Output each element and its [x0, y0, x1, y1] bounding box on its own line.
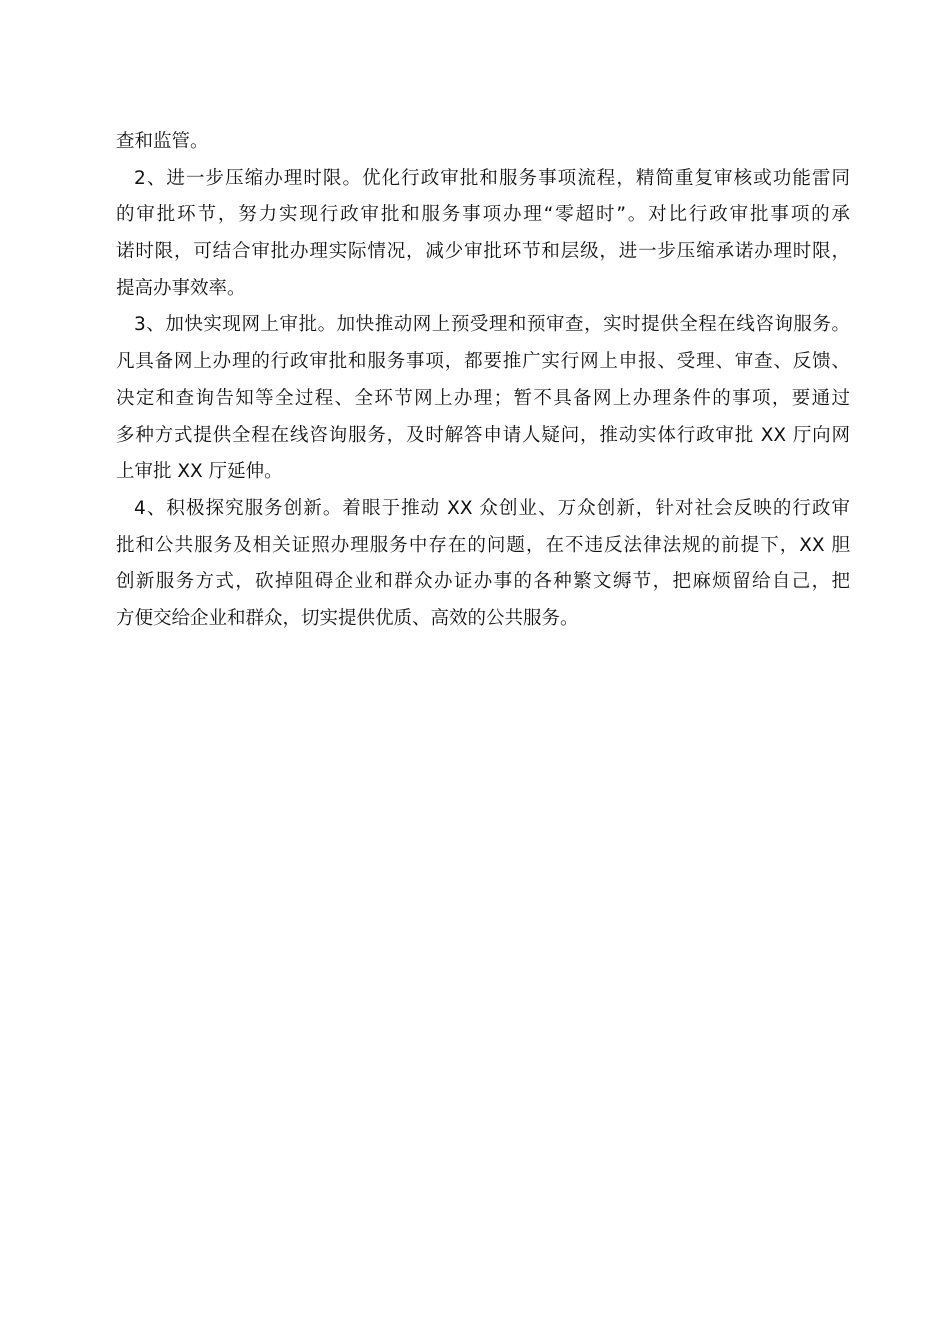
text-line: 上审批 XX 厅延伸。 — [116, 461, 283, 483]
text-line: 批和公共服务及相关证照办理服务中存在的问题，在不违反法律法规的前提下，XX 胆 — [116, 534, 850, 556]
document-body — [116, 124, 850, 638]
text-line: 凡具备网上办理的行政审批和服务事项，都要推广实行网上申报、受理、审查、反馈、 — [116, 351, 850, 373]
text-line: 诺时限，可结合审批办理实际情况，减少审批环节和层级，进一步压缩承诺办理时限， — [116, 241, 850, 263]
text-line: 决定和查询告知等全过程、全环节网上办理；暂不具备网上办理条件的事项，要通过 — [116, 387, 850, 409]
text-line: 4、积极探究服务创新。着眼于推动 XX 众创业、万众创新，针对社会反映的行政审 — [134, 497, 850, 519]
text-line: 创新服务方式，砍掉阻碍企业和群众办证办事的各种繁文缛节，把麻烦留给自己，把 — [116, 571, 850, 593]
text-line: 的审批环节，努力实现行政审批和服务事项办理“零超时”。对比行政审批事项的承 — [116, 204, 850, 226]
text-line: 2、进一步压缩办理时限。优化行政审批和服务事项流程，精简重复审核或功能雷同 — [134, 167, 850, 189]
text-line: 3、加快实现网上审批。加快推动网上预受理和预审查，实时提供全程在线咨询服务。 — [134, 314, 850, 336]
text-line: 提高办事效率。 — [116, 277, 246, 299]
text-line: 多种方式提供全程在线咨询服务，及时解答申请人疑问，推动实体行政审批 XX 厅向网 — [116, 424, 850, 446]
text-line: 查和监管。 — [116, 131, 209, 152]
text-line: 方便交给企业和群众，切实提供优质、高效的公共服务。 — [116, 607, 579, 629]
